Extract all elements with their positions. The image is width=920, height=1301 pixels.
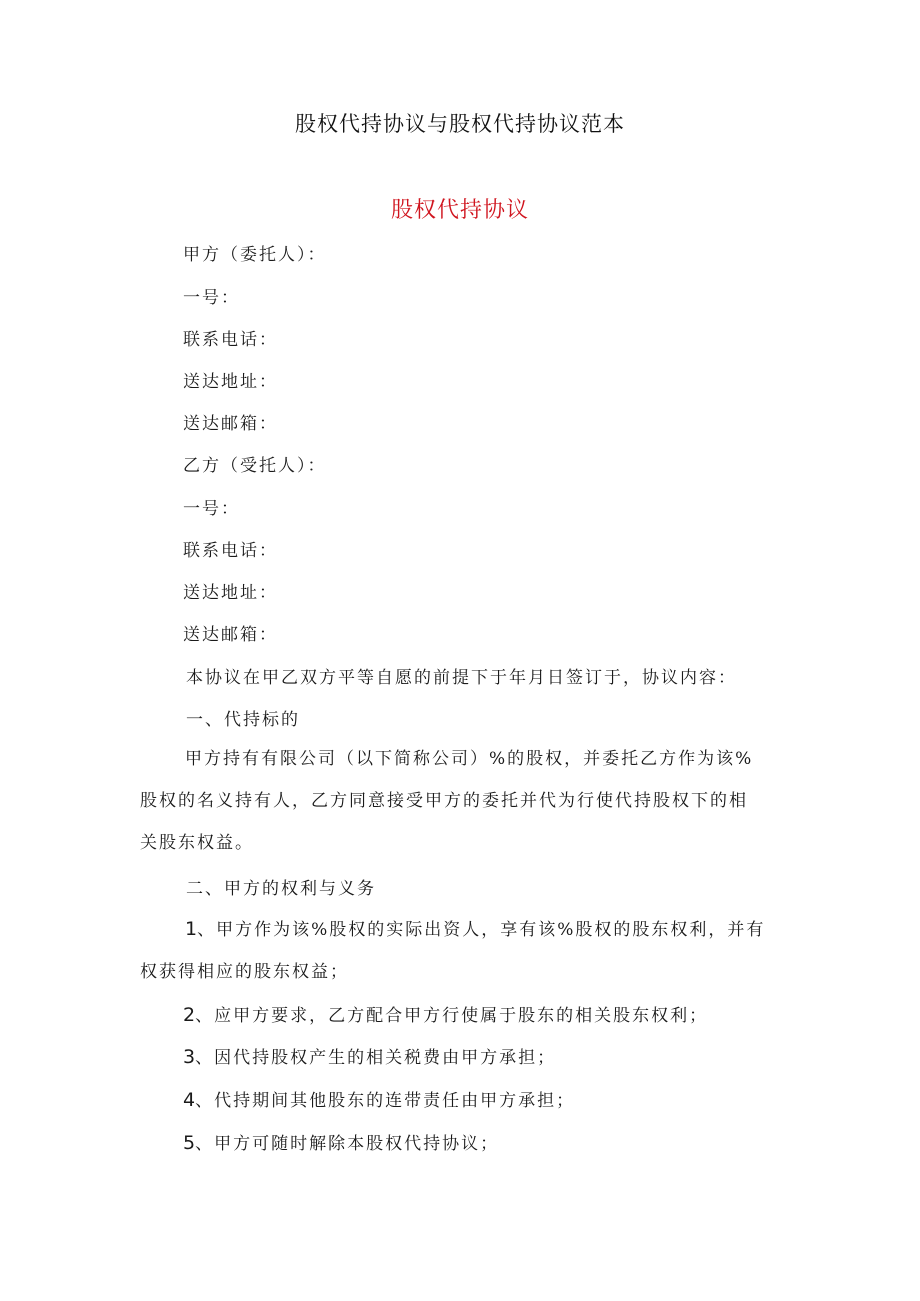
section-2-item	[183, 1129, 499, 1154]
section-1-line: 股权的名义持有人，乙方同意接受甲方的委托并代为行使代持股权下的相	[140, 791, 748, 811]
item-text: 、甲方作为该%股权的实际出资人，享有该%股权的股东权利，并有	[197, 920, 766, 940]
party-b-address-label: 送达地址：	[183, 583, 278, 603]
item-number: 4	[183, 1089, 196, 1111]
section-1-heading: 一、代持标的	[186, 710, 300, 730]
party-a-label: 甲方（委托人）：	[183, 245, 327, 265]
party-a-email-label: 送达邮箱：	[183, 414, 278, 434]
item-text: 、应甲方要求，乙方配合甲方行使属于股东的相关股东权利；	[195, 1006, 709, 1026]
item-number: 1	[185, 918, 198, 940]
party-a-id-label: 一号：	[183, 288, 240, 308]
party-b-id-label: 一号：	[183, 499, 240, 519]
item-text: 、甲方可随时解除本股权代持协议；	[195, 1134, 500, 1154]
section-2-item	[183, 1086, 575, 1111]
item-text-continued: 权获得相应的股东权益；	[140, 962, 349, 982]
party-a-phone-label: 联系电话：	[183, 330, 278, 350]
item-text: 、因代持股权产生的相关税费由甲方承担；	[195, 1048, 557, 1068]
section-2-item	[183, 1043, 556, 1068]
section-2-item	[183, 1001, 708, 1026]
section-1-line: 关股东权益。	[140, 833, 254, 853]
agreement-title: 股权代持协议	[390, 198, 529, 223]
section-2-heading: 二、甲方的权利与义务	[186, 879, 376, 899]
section-1-body	[140, 738, 790, 864]
section-1-line: 甲方持有有限公司（以下简称公司）%的股权，并委托乙方作为该%	[185, 749, 754, 769]
party-b-phone-label: 联系电话：	[183, 541, 278, 561]
item-number: 3	[183, 1046, 196, 1068]
party-b-label: 乙方（受托人）：	[183, 456, 327, 476]
document-title: 股权代持协议与股权代持协议范本	[295, 112, 625, 136]
agreement-intro: 本协议在甲乙双方平等自愿的前提下于年月日签订于，协议内容：	[186, 668, 737, 688]
item-number: 5	[183, 1132, 196, 1154]
item-number: 2	[183, 1004, 196, 1026]
party-a-address-label: 送达地址：	[183, 372, 278, 392]
party-b-email-label: 送达邮箱：	[183, 625, 278, 645]
section-2-item-1	[140, 908, 790, 993]
item-text: 、代持期间其他股东的连带责任由甲方承担；	[195, 1091, 576, 1111]
